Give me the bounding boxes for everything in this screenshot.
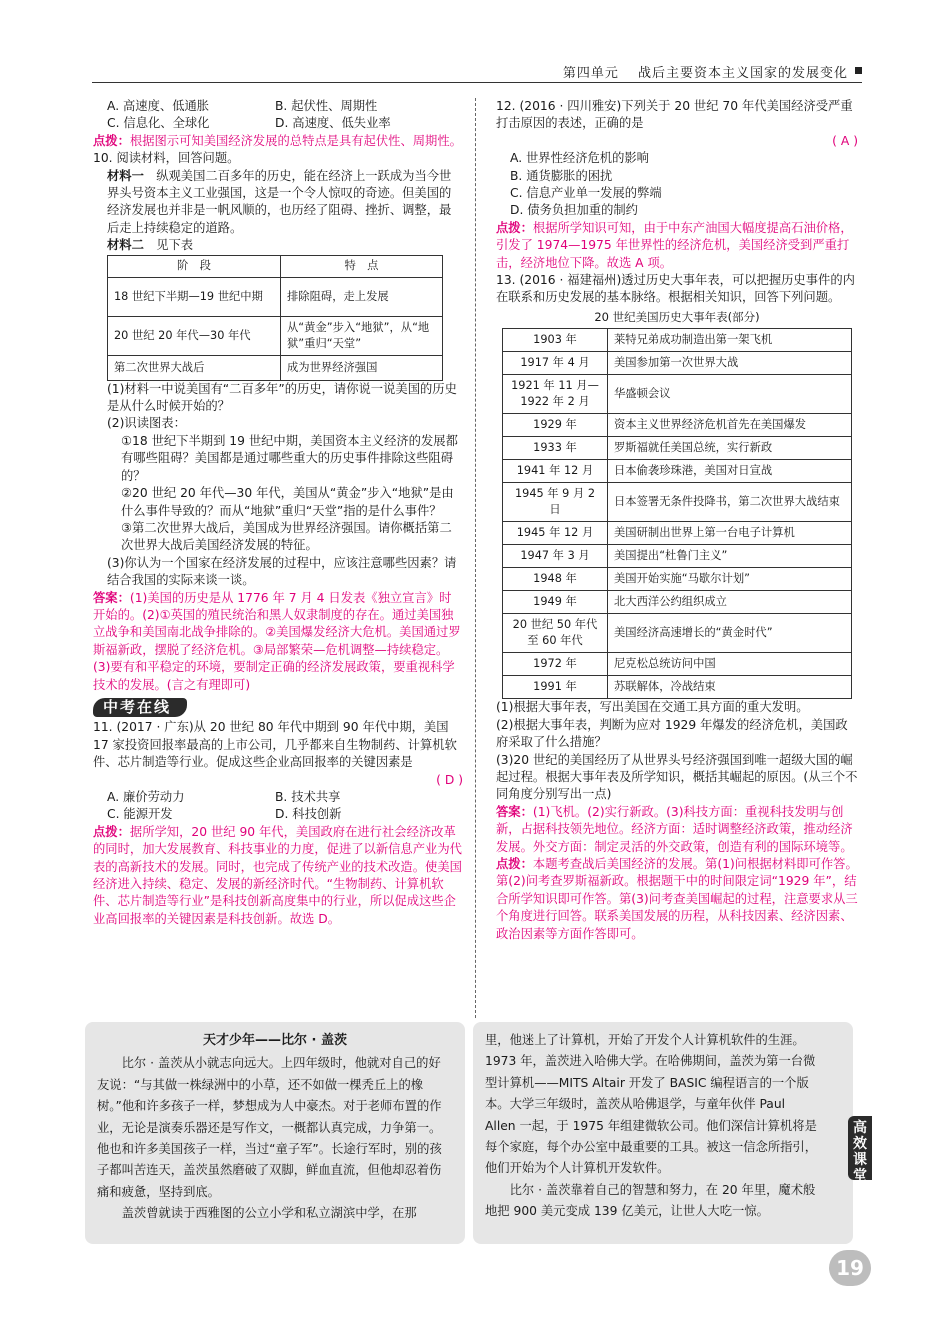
table-row [503,676,852,699]
q11-stem: 11. (2017 · 广东)从 20 世纪 80 年代中期到 90 年代中期，美国 17 家投资回报率最高的上市公司，几乎都来自生物制药、计算机软件、芯片制造等行业。促成这些企业高回报率的关键因素是 [93,720,457,770]
q9-tip [93,133,463,150]
timeline-event: 日本签署无条件投降书，第二次世界大战结束 [608,483,852,522]
timeline-date: 1933 年 [503,437,608,460]
timeline-date: 1945 年 12 月 [503,522,608,545]
table-row [108,316,443,355]
right-column [496,98,858,943]
timeline-event: 罗斯福就任美国总统，实行新政 [608,437,852,460]
timeline-date: 1903 年 [503,329,608,352]
timeline-event: 华盛顿会议 [608,375,852,414]
q10-answer [93,590,463,694]
q13-stem: 13. (2016 · 福建福州)透过历史大事年表，可以把握历史事件的内在联系和历史发展的基本脉络。根据相关知识，回答下列问题。 [496,273,855,305]
q11-option-b: B. 技术共享 [275,790,341,804]
table-row [503,460,852,483]
timeline-date: 1991 年 [503,676,608,699]
timeline-event: 美国开始实施“马歇尔计划” [608,568,852,591]
timeline-event: 美国提出“杜鲁门主义” [608,545,852,568]
timeline-date: 1921 年 11 月—1922 年 2 月 [503,375,608,414]
tip-label: 点拨： [496,220,533,235]
q12-tip [496,220,858,272]
timeline-event: 美国经济高速增长的“黄金时代” [608,614,852,653]
table-row [503,483,852,522]
table-row [503,522,852,545]
story-paragraph-2: 盖茨曾就读于西雅图的公立小学和私立湖滨中学，在那 [121,1206,417,1221]
q13-sub2: (2)根据大事年表，判断为应对 1929 年爆发的经济危机，美国政府采取了什么措施？ [496,717,848,750]
q10-sub2: (2)识读图表： [107,416,186,431]
timeline-date: 1945 年 9 月 2 日 [503,483,608,522]
q12-option-c: C. 信息产业单一发展的弊端 [510,186,662,201]
tip-label: 点拨： [93,133,130,148]
table-row [108,355,443,380]
timeline-date: 1949 年 [503,591,608,614]
left-column [93,98,463,928]
story-title: 天才少年——比尔 · 盖茨 [203,1033,347,1048]
table-row [503,375,852,414]
q10-sub3: (3)你认为一个国家在经济发展的过程中，应该注意哪些因素？请结合我国的实际来谈一谈。 [107,555,457,588]
timeline-event: 尼克松总统访问中国 [608,653,852,676]
table-cell: 18 世纪下半期—19 世纪中期 [108,277,281,316]
q13-answer [496,804,858,856]
q12-tip-text: 根据所学知识可知，由于中东产油国大幅度提高石油价格，引发了 1974—1975 年世界性的经济危机，美国经济受到严重打击，经济地位下降。故选 A 项。 [496,220,853,270]
q11-answer-line [93,772,463,789]
answer-label: 答案： [496,804,533,819]
timeline-date: 1948 年 [503,568,608,591]
q10-answer-text: (1)美国的历史是从 1776 年 7 月 4 日发表《独立宣言》时开始的。(2)①英国的殖民统治和黑人奴隶制度的存在。通过美国独立战争和美国南北战争排除的。②美国爆发经济大危机。美国通过罗斯福新政，摆脱了经济危机。③局部繁荣—危机调整—持续稳定。(3)要有和平稳定的环境，要制定正确的经济发展政策，要重视科学技术的发展。(言之有理即可) [93,590,461,692]
q9-option-d: D. 高速度、低失业率 [275,116,391,131]
timeline-table [502,328,852,699]
table-cell: 从“黄金”步入“地狱”，从“地狱”重归“天堂” [281,316,443,355]
table-header-feature: 特 点 [281,255,443,277]
timeline-date: 20 世纪 50 年代至 60 年代 [503,614,608,653]
square-icon [855,67,862,74]
timeline-event: 北大西洋公约组织成立 [608,591,852,614]
q11-tip [93,824,463,928]
timeline-event: 美国参加第一次世界大战 [608,352,852,375]
page-number: 19 [829,1250,871,1286]
timeline-event: 资本主义世界经济危机首先在美国爆发 [608,414,852,437]
table-row [503,352,852,375]
table-row [108,277,443,316]
table-cell: 20 世纪 20 年代—30 年代 [108,316,281,355]
timeline-date: 1929 年 [503,414,608,437]
q10-sub2b: ②20 世纪 20 年代—30 年代，美国从“黄金”步入“地狱”是由什么事件导致的？而从“地狱”重归“天堂”指的是什么事件？ [121,486,454,518]
q11-option-d: D. 科技创新 [275,807,342,822]
timeline-event: 苏联解体，冷战结束 [608,676,852,699]
m2-label: 材料二 [107,238,144,253]
q9-option-c: C. 信息化、全球化 [107,116,210,131]
q12-stem: 12. (2016 · 四川雅安)下列关于 20 世纪 70 年代美国经济受严重打击原因的表述，正确的是 [496,99,853,131]
q11-tip-text: 据所学知，20 世纪 90 年代，美国政府在进行社会经济改革的同时，加大发展教育、科技事业的力度，促进了以新信息产业为代表的高新技术的发展。同时，也完成了传统产业的技术改造。使美国经济进入持续、稳定、发展的新经济时代。“生物制药、计算机软件、芯片制造等行业”是科技创新高度集中的行业，所以促成这些企业高回报率的关键因素是科技创新。故选 D。 [93,824,462,926]
timeline-date: 1972 年 [503,653,608,676]
q11-options-row1 [93,789,463,806]
story-box-left [85,1022,465,1244]
q11-option-a: A. 廉价劳动力 [107,790,185,804]
timeline-event: 日本偷袭珍珠港，美国对日宣战 [608,460,852,483]
q13-sub3: (3)20 世纪的美国经历了从世界头号经济强国到唯一超级大国的崛起过程。根据大事年表及所学知识，概括其崛起的原因。(从三个不同角度分别写出一点) [496,752,858,802]
timeline-date: 1917 年 4 月 [503,352,608,375]
m1-label: 材料一 [107,168,144,183]
q13-tip-text: 本题考查战后美国经济的发展。第(1)问根据材料即可作答。第(2)问考查罗斯福新政。根据题干中的时间限定词“1929 年”，结合所学知识即可作答。第(3)问考查美国崛起的过程，注意要求从三个角度进行回答。联系美国发展的历程，从科技因素、经济因素、政治因素等方面作答即可。 [496,856,858,941]
story-box-right [473,1022,853,1244]
timeline-date: 1947 年 3 月 [503,545,608,568]
table-cell: 排除阻碍，走上发展 [281,277,443,316]
table-cell: 成为世界经济强国 [281,355,443,380]
tip-label: 点拨： [93,824,130,839]
m1-text: 纵观美国二百多年的历史，能在经济上一跃成为当今世界头号资本主义工业强国，这是一个令人惊叹的奇迹。但美国的经济发展也并非是一帆风顺的，也历经了阻碍、挫折、调整，最后走上持续稳定的道路。 [107,168,452,235]
unit-title: 第四单元 战后主要资本主义国家的发展变化 [562,66,848,81]
q9-tip-text: 根据图示可知美国经济发展的总特点是具有起伏性、周期性。 [129,133,462,148]
story-paragraph-3: 里，他迷上了计算机，开始了开发个人计算机软件的生涯。1973 年，盖茨进入哈佛大学。在哈佛期间，盖茨为第一台微型计算机——MITS Altair 开发了 BASIC 编程语言的一个版本。大学三年级时，盖茨从哈佛退学，与童年伙伴 Paul Allen 一起，于 1975 年组建微软公司。他们深信计算机将是每个家庭，每个办公室中最重要的工具。被这一信念所指引，他们开始为个人计算机开发软件。 [485,1033,818,1176]
timeline-event: 莱特兄弟成功制造出第一架飞机 [608,329,852,352]
answer-label: 答案： [93,590,130,605]
page-header [92,60,862,83]
table-header-stage: 阶 段 [108,255,281,277]
m2-text: 见下表 [143,238,194,253]
stage-table [107,255,443,381]
story-paragraph-4: 比尔 · 盖茨靠着自己的智慧和努力，在 20 年里，魔术般地把 900 美元变成 139 亿美元，让世人大吃一惊。 [485,1182,816,1219]
timeline-caption: 20 世纪美国历史大事年表(部分) [594,309,760,324]
table-row [503,414,852,437]
q9-options-row1 [93,98,463,115]
q11-options-row2 [93,806,463,823]
table-row [503,591,852,614]
q12-answer-line [496,133,858,150]
q9-options-row2 [93,115,463,132]
q10-stem: 10. 阅读材料，回答问题。 [93,151,240,166]
q11-option-c: C. 能源开发 [107,807,173,822]
table-row [503,329,852,352]
q12-option-d: D. 债务负担加重的制约 [510,203,638,218]
story-paragraph-1: 比尔 · 盖茨从小就志向远大。上四年级时，他就对自己的好友说：“与其做一株绿洲中的小草，还不如做一棵秃丘上的橡树。”他和许多孩子一样，梦想成为人中豪杰。对于老师布置的作业，无论是演奏乐器还是写作文，一概都认真完成，力争第一。他也和许多美国孩子一样，当过“童子军”。长途行军时，别的孩子都叫苦连天，盖茨虽然磨破了双脚，鲜血直流，但他却忍着伤痛和疲惫，坚持到底。 [97,1056,442,1199]
timeline-event: 美国研制出世界上第一台电子计算机 [608,522,852,545]
q10-sub2a: ①18 世纪下半期到 19 世纪中期，美国资本主义经济的发展都有哪些阻碍？美国都是通过哪些重大的历史事件排除这些阻碍的？ [121,433,458,483]
table-row [503,545,852,568]
q10-sub1: (1)材料一中说美国有“二百多年”的历史，请你说一说美国的历史是从什么时候开始的？ [107,381,457,414]
q9-option-a: A. 高速度、低通胀 [107,99,210,113]
table-header-row [108,255,443,277]
q9-option-b: B. 起伏性、周期性 [275,99,378,113]
table-row [503,653,852,676]
q13-answer-text: (1)飞机。(2)实行新政。(3)科技方面：重视科技发明与创新，占据科技领先地位。经济方面：适时调整经济政策，推动经济发展。外交方面：制定灵活的外交政策，创造有利的国际环境等。 [496,804,853,854]
q13-tip [496,856,858,943]
sidebar-tab: 高效课堂 [848,1116,872,1180]
q12-option-b: B. 通货膨胀的困扰 [510,168,613,183]
table-row [503,437,852,460]
table-cell: 第二次世界大战后 [108,355,281,380]
q13-sub1: (1)根据大事年表，写出美国在交通工具方面的重大发明。 [496,700,809,715]
zhongkao-online-banner: 中考在线 [93,698,187,717]
table-row [503,614,852,653]
q10-material-1 [93,168,463,238]
q11-answer: ( D ) [436,772,463,787]
q12-answer: ( A ) [832,133,858,148]
tip-label: 点拨： [496,856,533,871]
q10-sub2c: ③第二次世界大战后，美国成为世界经济强国。请你概括第二次世界大战后美国经济发展的特征。 [121,520,452,553]
column-divider [475,98,476,1018]
timeline-date: 1941 年 12 月 [503,460,608,483]
q10-material-2 [93,237,463,254]
table-row [503,568,852,591]
q12-option-a: A. 世界性经济危机的影响 [510,151,649,166]
